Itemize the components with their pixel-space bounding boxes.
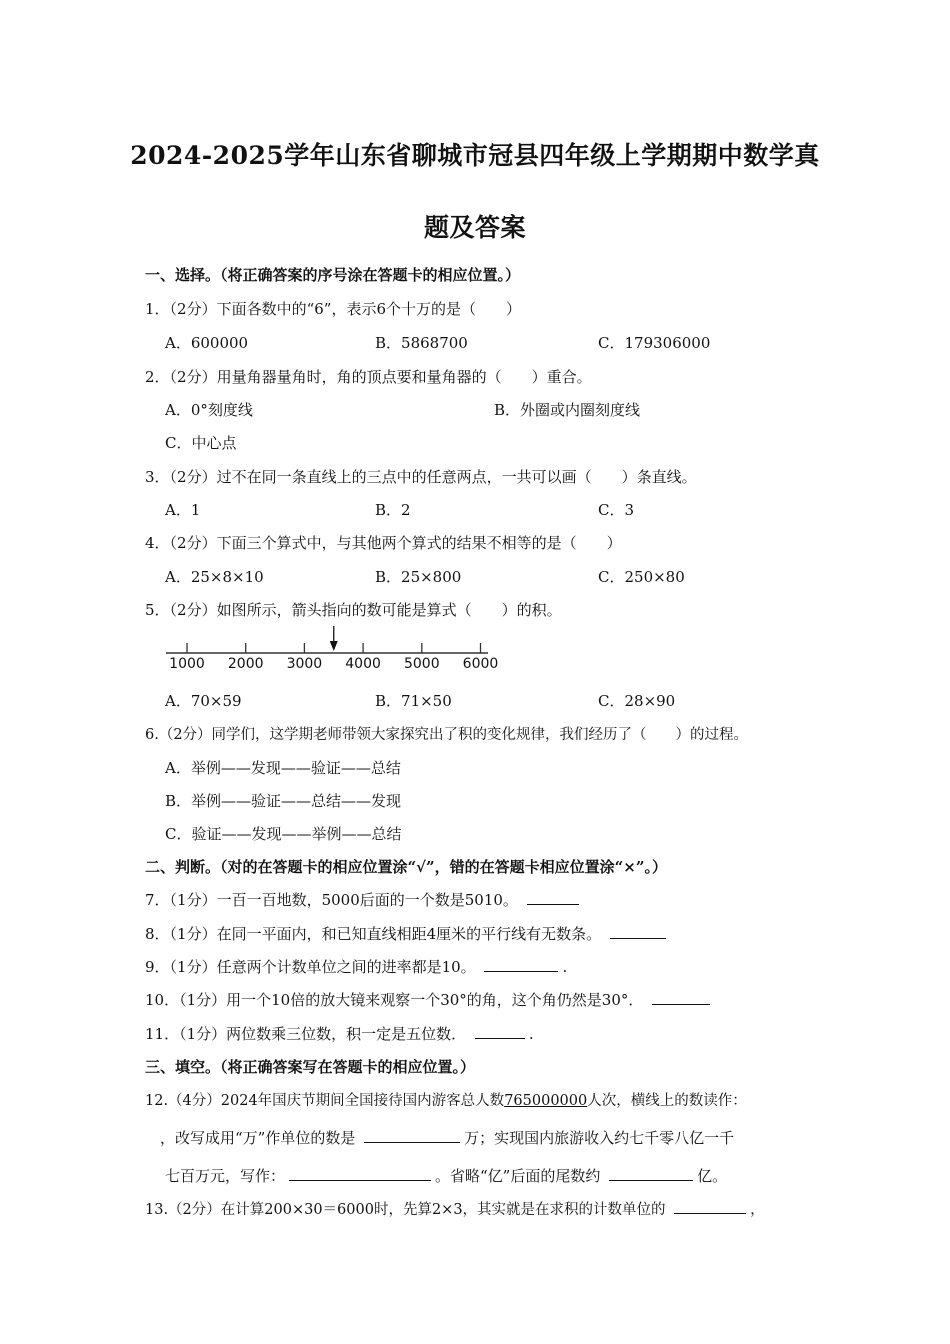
question-12-number: 765000000 [504,1093,588,1109]
question-11-answer-blank[interactable] [475,1024,525,1039]
number-line-tick-label: 5000 [403,656,440,672]
title-line-1: 2024-2025学年山东省聊城市冠县四年级上学期期中数学真 [130,141,820,170]
question-9-answer-blank[interactable] [484,957,558,972]
question-12-line-1 [145,1089,747,1110]
section-fill-heading: 三、填空。（将正确答案写在答题卡的相应位置。） [145,1058,476,1076]
question-2-option-c: C．中心点 [165,434,237,452]
title-line-2: 题及答案 [423,213,526,242]
question-5-stem: 5．（2分）如图所示，箭头指向的数可能是算式（ ）的积。 [145,601,562,619]
question-13-text-2: ， [750,1202,765,1218]
number-line-arrow [330,626,338,651]
question-2-option-b: B．外圈或内圈刻度线 [494,401,641,419]
number-line-figure [160,624,505,672]
number-line-tick-label: 4000 [345,656,381,672]
question-8-answer-blank[interactable] [610,924,666,939]
question-12-text-2: 人次，横线上的数读作： [587,1093,747,1109]
question-4-option-b: B．25×800 [375,568,462,586]
question-1-stem: 1．（2分）下面各数中的“6”，表示6个十万的是（ ） [145,300,522,318]
question-7 [145,889,583,910]
question-13-text-1: 13.（2分）在计算200×30＝6000时，先算2×3，其实就是在求积的计数单位的 [145,1202,666,1218]
question-12-line-3 [165,1165,727,1186]
question-12-text-6: 。省略“亿”后面的尾数约 [435,1167,601,1185]
question-3-option-c: C．3 [598,501,635,519]
question-10-text: 10．（1分）用一个10倍的放大镜来观察一个30°的角，这个角仍然是30°． [145,991,644,1009]
question-2-option-a: A．0°刻度线 [165,401,253,419]
question-5-option-a: A．70×59 [165,692,242,710]
question-11: 11．（1分）两位数乘三位数，积一定是五位数． . [145,1025,534,1043]
question-6-option-c: C．验证——发现——举例——总结 [165,825,402,843]
question-9-text: 9．（1分）任意两个计数单位之间的进率都是10。 [145,958,476,976]
question-12-text-4: 万；实现国内旅游收入约七千零八亿一千 [464,1129,735,1147]
number-line-tick-label: 2000 [227,656,264,672]
question-6-stem: 6.（2分）同学们，这学期老师带领大家探究出了积的变化规律，我们经历了（ ）的过程。 [145,727,749,743]
question-7-text: 7．（1分）一百一百地数，5000后面的一个数是5010。 [145,891,518,909]
question-5-option-b: B．71×50 [375,692,452,710]
question-13-line-1 [145,1198,765,1219]
question-3-stem: 3．（2分）过不在同一条直线上的三点中的任意两点，一共可以画（ ）条直线。 [145,468,697,486]
question-6-option-b: B．举例——验证——总结——发现 [165,792,402,810]
question-12-text-1: 12.（4分）2024年国庆节期间全国接待国内游客总人数 [145,1093,505,1109]
question-11-text: 11．（1分）两位数乘三位数，积一定是五位数． [145,1025,467,1043]
question-12-blank-wan[interactable] [364,1128,460,1143]
question-4-stem: 4．（2分）下面三个算式中，与其他两个算式的结果不相等的是（ ） [145,534,622,552]
section-judge-heading: 二、判断。（对的在答题卡的相应位置涂“√”，错的在答题卡相应位置涂“×”。） [145,858,667,876]
question-4-option-a: A．25×8×10 [165,568,264,586]
question-10-answer-blank[interactable] [652,990,710,1005]
section-choice-heading: 一、选择。（将正确答案的序号涂在答题卡的相应位置。） [145,266,521,284]
question-3-option-a: A．1 [165,501,201,519]
question-5-option-c: C．28×90 [598,692,676,710]
question-1-option-c: C．179306000 [598,334,711,352]
question-6-option-a: A．举例——发现——验证——总结 [165,759,401,777]
question-8-text: 8．（1分）在同一平面内，和已知直线相距4厘米的平行线有无数条。 [145,925,602,943]
question-13-answer-blank[interactable] [674,1199,746,1214]
question-4-option-c: C．250×80 [598,568,685,586]
number-line-tick-label: 6000 [462,656,499,672]
question-12-blank-yi[interactable] [609,1166,693,1181]
question-10 [145,989,714,1010]
number-line-tick-label: 3000 [286,656,323,672]
question-12-blank-write[interactable] [289,1166,431,1181]
question-3-option-b: B．2 [375,501,411,519]
question-9: 9．（1分）任意两个计数单位之间的进率都是10。 . [145,958,568,976]
question-7-answer-blank[interactable] [527,890,579,905]
question-2-stem: 2．（2分）用量角器量角时，角的顶点要和量角器的（ ）重合。 [145,368,592,386]
question-8 [145,923,670,944]
question-1-option-a: A．600000 [165,334,249,352]
question-1-option-b: B．5868700 [375,334,468,352]
question-12-line-2 [160,1127,734,1148]
question-12-text-5: 七百万元，写作： [165,1167,286,1185]
number-line-tick-label: 1000 [169,656,205,672]
question-12-text-3: ，改写成用“万”作单位的数是 [160,1129,356,1147]
question-12-text-7: 亿。 [697,1167,728,1185]
